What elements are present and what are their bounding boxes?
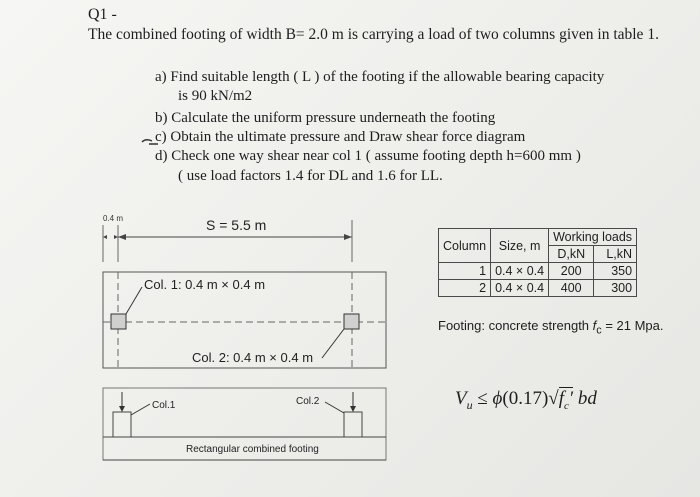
item-b-text: Calculate the uniform pressure underneath the footing	[171, 110, 496, 126]
col2-elev-label: Col.2	[296, 396, 320, 407]
cell-dl: 400	[549, 280, 594, 297]
header-working-loads: Working loads	[549, 229, 637, 246]
formula-tail: bd	[577, 388, 597, 409]
col1-plan-label: Col. 1: 0.4 m × 0.4 m	[144, 277, 266, 292]
item-b-marker: b)	[155, 110, 168, 126]
header-column: Column	[439, 229, 491, 263]
formula-fc: f	[558, 388, 565, 409]
formula-phi: ϕ	[492, 388, 503, 409]
edge-dim-label: 0.4 m	[103, 214, 124, 223]
col2-plan-square	[344, 314, 359, 329]
question-number: Q1 -	[88, 6, 117, 23]
spacing-label: S = 5.5 m	[206, 217, 267, 233]
item-a-cont: is 90 kN/m2	[178, 88, 253, 104]
col1-elev-label: Col.1	[152, 400, 176, 411]
header-size: Size, m	[491, 229, 549, 263]
formula-rel: ≤	[477, 388, 488, 409]
formula-fc-sub: c	[564, 399, 569, 412]
shear-formula	[455, 388, 597, 413]
formula-prime: ′	[568, 388, 574, 409]
table-header-row	[439, 229, 637, 246]
item-d-cont: ( use load factors 1.4 for DL and 1.6 for LL.	[178, 168, 443, 184]
strength-symbol: f	[592, 318, 597, 333]
column-loads-table	[438, 228, 637, 297]
item-d-text: Check one way shear near col 1 ( assume footing depth h=600 mm )	[171, 148, 581, 164]
table-row	[439, 263, 637, 280]
strength-label: Footing: concrete strength	[438, 318, 590, 333]
item-a-text: Find suitable length ( L ) of the footing if the allowable bearing capacity	[170, 69, 605, 85]
header-ll: L,kN	[594, 246, 637, 263]
cell-dl: 200	[549, 263, 594, 280]
cell-ll: 300	[594, 280, 637, 297]
cell-size: 0.4 × 0.4	[491, 280, 549, 297]
footing-caption: Rectangular combined footing	[186, 444, 319, 455]
col1-plan-square	[111, 314, 126, 329]
formula-sqrt: √	[548, 388, 559, 409]
table-row	[439, 280, 637, 297]
formula-lhs: V	[455, 388, 467, 409]
formula-lhs-sub: u	[466, 397, 473, 412]
item-a-marker: a)	[155, 69, 167, 85]
cell-col: 2	[439, 280, 491, 297]
concrete-strength	[438, 318, 664, 337]
cell-col: 1	[439, 263, 491, 280]
col2-plan-label: Col. 2: 0.4 m × 0.4 m	[192, 350, 314, 365]
item-c-marker: c)	[155, 129, 167, 145]
item-c-text: Obtain the ultimate pressure and Draw shear force diagram	[170, 129, 526, 145]
header-dl: D,kN	[549, 246, 594, 263]
strength-sub: c	[596, 324, 602, 337]
cell-size: 0.4 × 0.4	[491, 263, 549, 280]
strength-value: = 21 Mpa.	[605, 318, 664, 333]
formula-coef: (0.17)	[502, 388, 549, 409]
item-d-marker: d)	[155, 148, 168, 164]
formula-fc-group	[558, 387, 574, 412]
question-intro: The combined footing of width B= 2.0 m is carrying a load of two columns given in table 1.	[88, 26, 659, 43]
cell-ll: 350	[594, 263, 637, 280]
